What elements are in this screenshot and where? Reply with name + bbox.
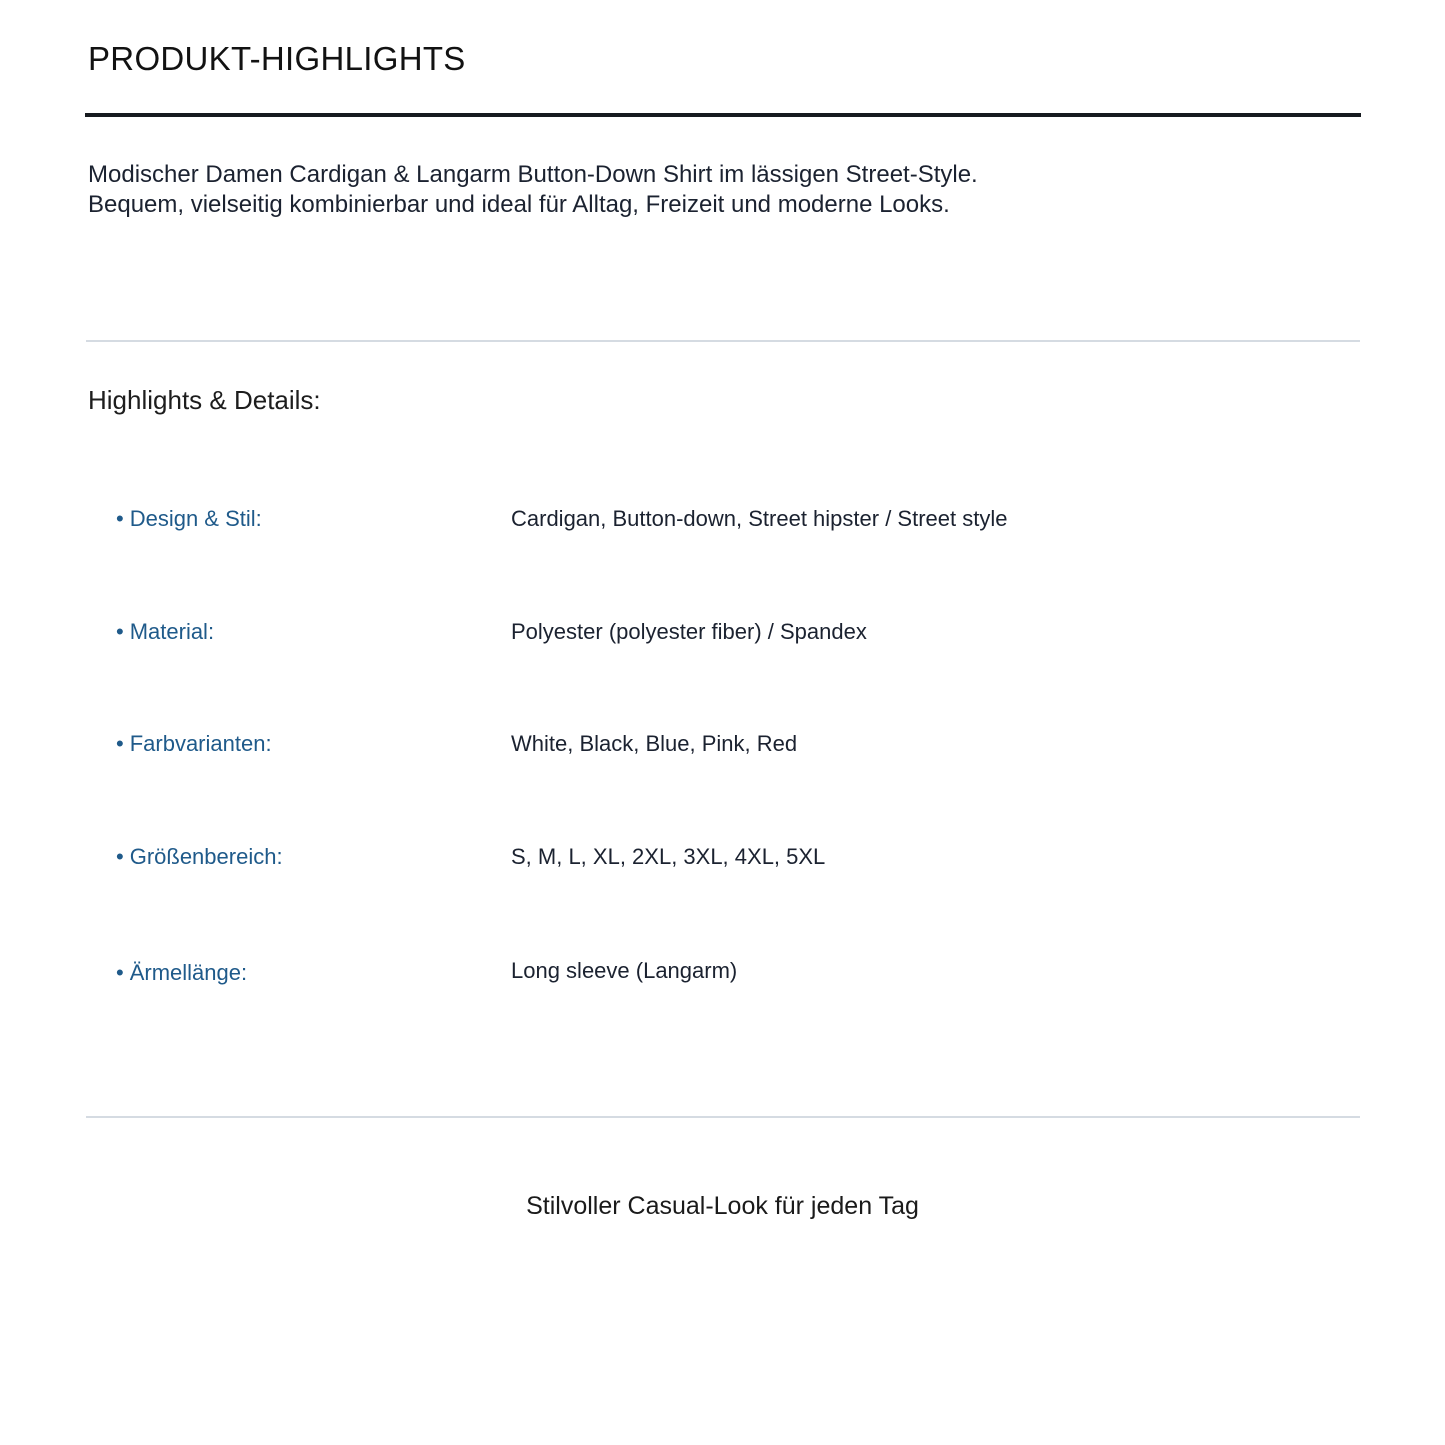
product-intro: [88, 160, 978, 220]
bullet-icon: •: [116, 506, 124, 531]
title-rule: [85, 113, 1361, 117]
details-heading: Highlights & Details:: [88, 385, 321, 415]
bullet-icon: •: [116, 960, 124, 985]
intro-line-2: Bequem, vielseitig kombinierbar und ideal für Alltag, Freizeit und moderne Looks.: [88, 191, 950, 218]
bullet-icon: •: [116, 731, 124, 756]
section-divider-bottom: [86, 1116, 1360, 1118]
spec-label-material: • Material:: [116, 619, 215, 644]
spec-row-sizes: [116, 844, 1316, 878]
spec-row-sleeve: [116, 960, 1316, 994]
spec-label-design: • Design & Stil:: [116, 506, 262, 531]
tagline: Stilvoller Casual-Look für jeden Tag: [526, 1192, 919, 1220]
bullet-icon: •: [116, 844, 124, 869]
section-divider-top: [86, 340, 1360, 342]
spec-label-sleeve: • Ärmellänge:: [116, 960, 248, 985]
spec-value-design: Cardigan, Button-down, Street hipster / Street style: [511, 506, 1008, 531]
bullet-icon: •: [116, 619, 124, 644]
intro-line-1: Modischer Damen Cardigan & Langarm Button-Down Shirt im lässigen Street-Style.: [88, 161, 978, 188]
spec-value-sizes: S, M, L, XL, 2XL, 3XL, 4XL, 5XL: [511, 844, 826, 869]
spec-value-sleeve: Long sleeve (Langarm): [511, 958, 738, 983]
spec-row-colors: [116, 731, 1316, 765]
spec-value-material: Polyester (polyester fiber) / Spandex: [511, 619, 867, 644]
spec-row-material: [116, 619, 1316, 653]
page-title: PRODUKT-HIGHLIGHTS: [88, 40, 466, 77]
spec-label-colors: • Farbvarianten:: [116, 731, 272, 756]
spec-label-sizes: • Größenbereich:: [116, 844, 283, 869]
spec-value-colors: White, Black, Blue, Pink, Red: [511, 731, 798, 756]
spec-row-design: [116, 506, 1316, 540]
